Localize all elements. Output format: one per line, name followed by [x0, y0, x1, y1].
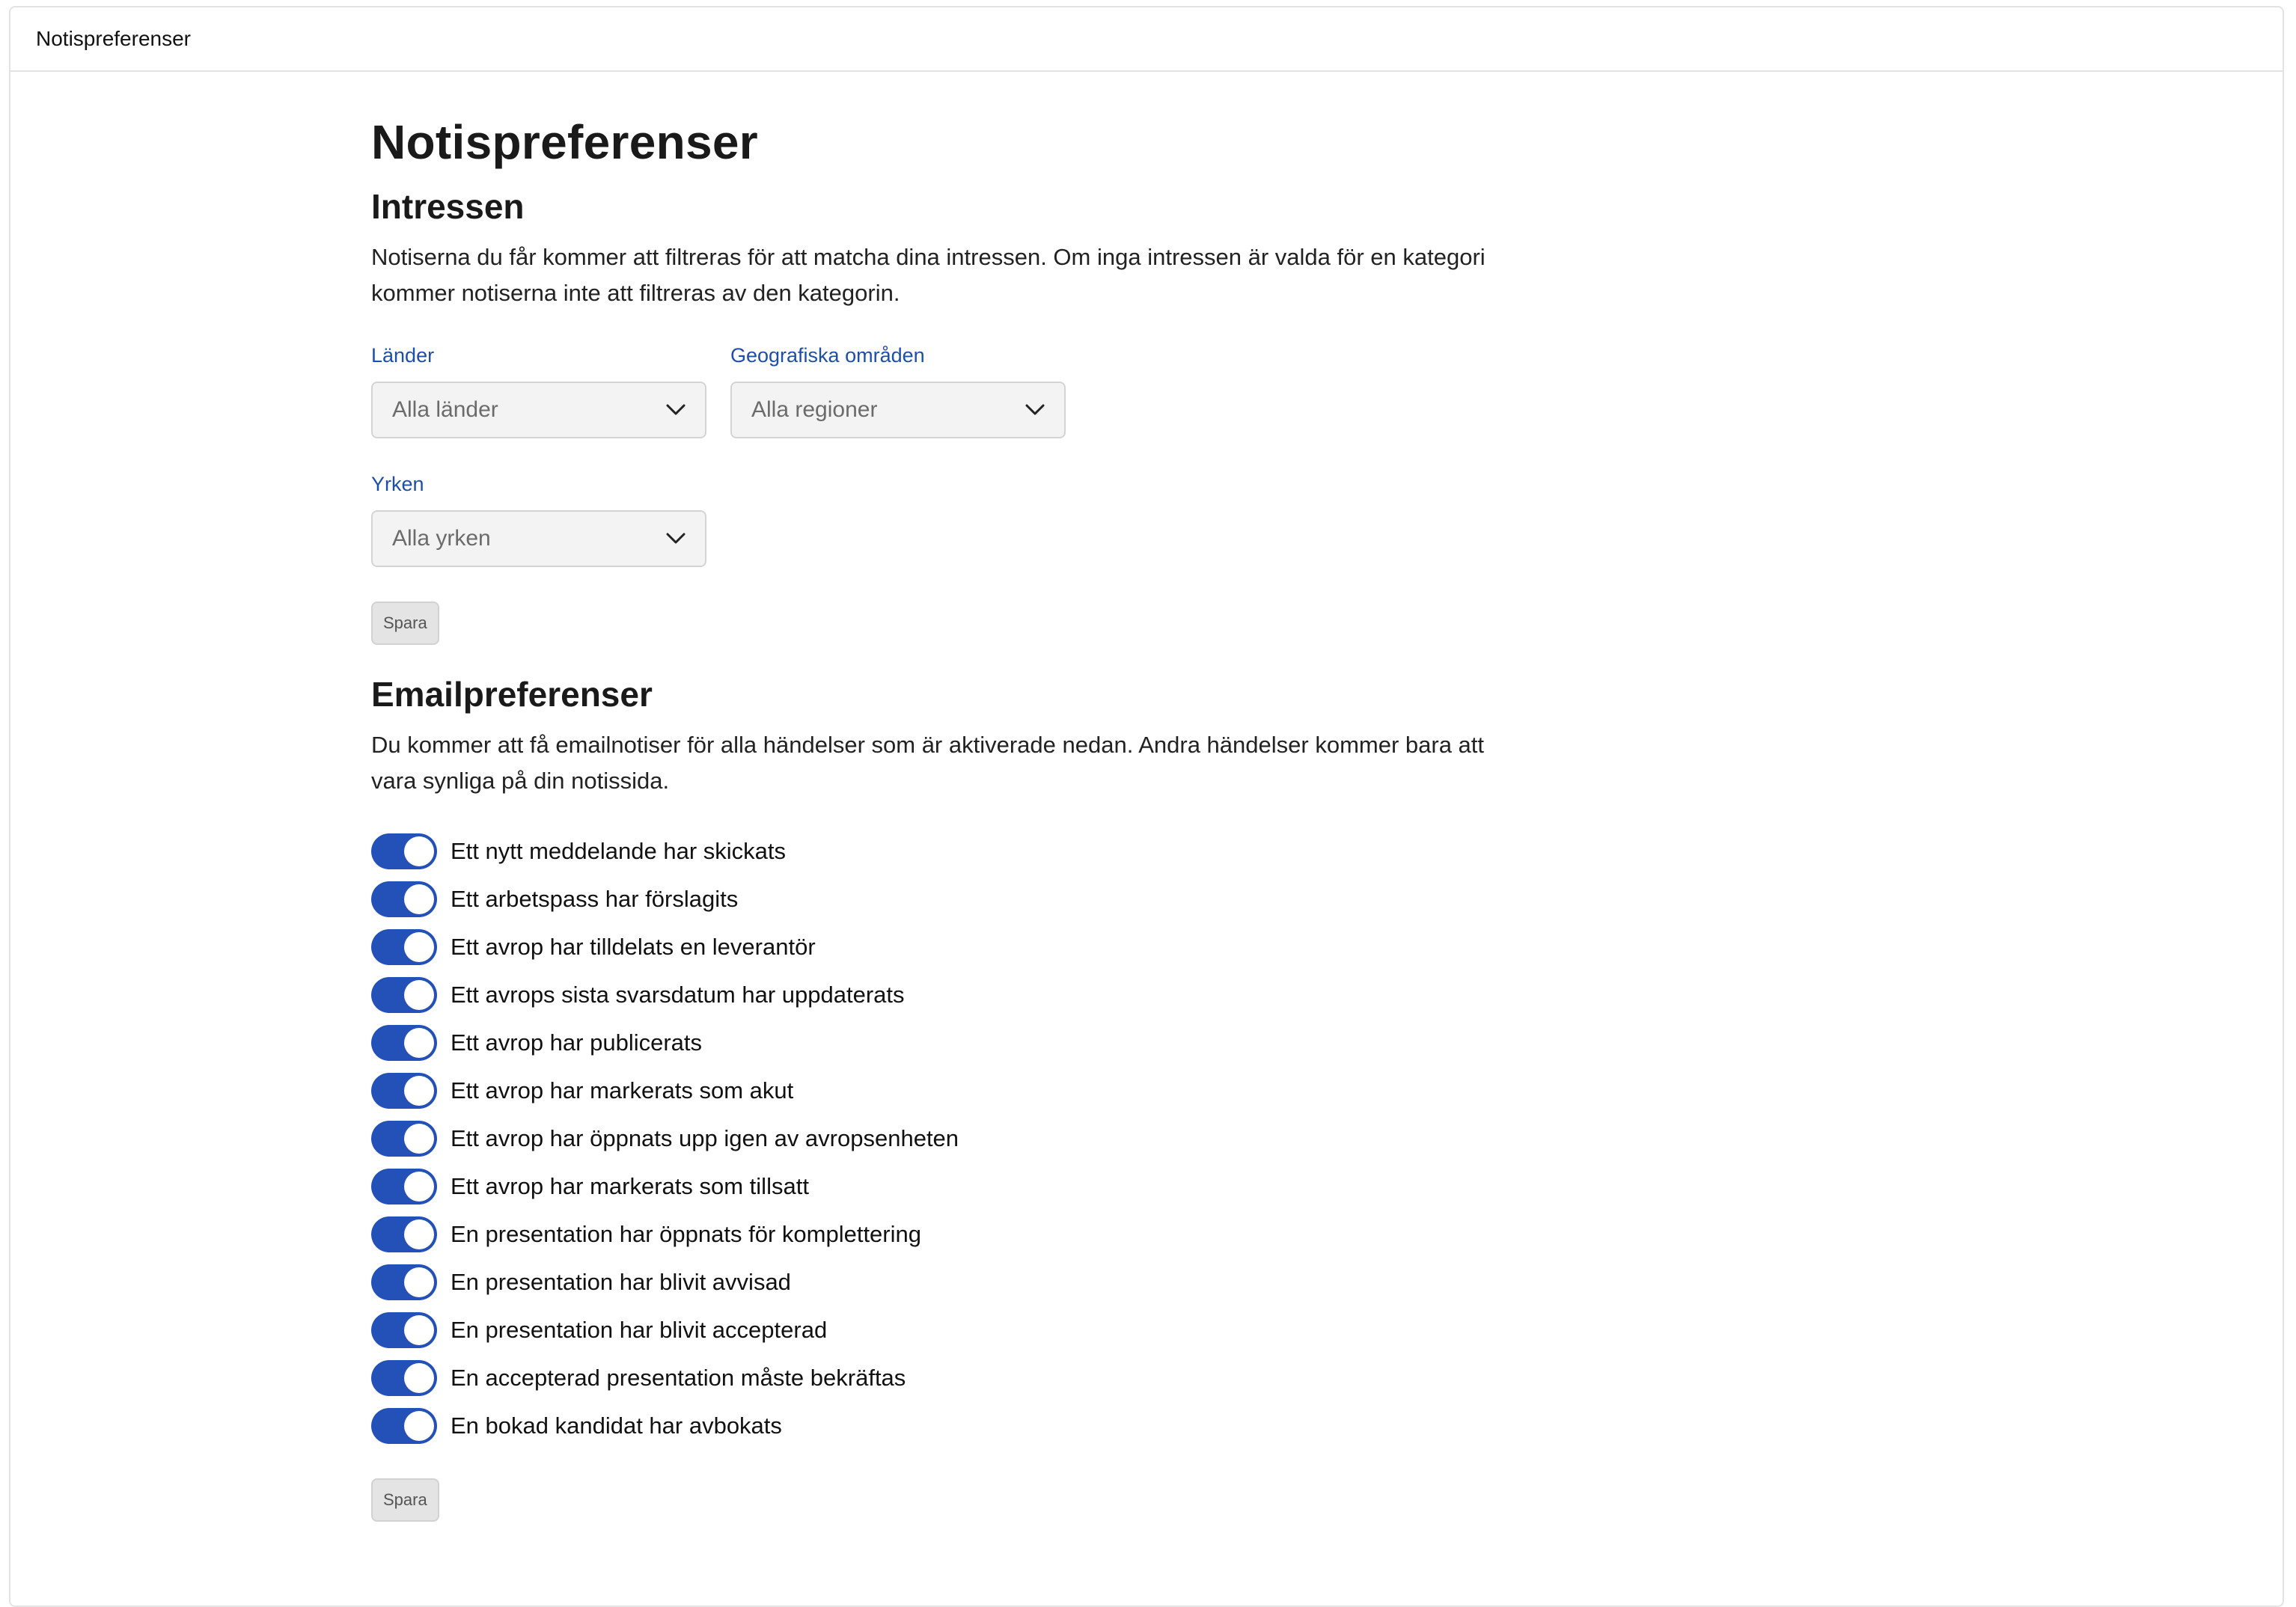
toggle-switch[interactable] — [371, 977, 437, 1013]
toggle-row — [371, 1210, 1509, 1258]
toggle-knob — [404, 1315, 434, 1345]
toggle-row — [371, 875, 1509, 923]
toggle-switch[interactable] — [371, 1216, 437, 1252]
toggle-switch[interactable] — [371, 1264, 437, 1300]
toggle-row — [371, 1115, 1509, 1163]
email-description: Du kommer att få emailnotiser för alla händelser som är aktiverade nedan. Andra händelser kommer bara att vara synliga på din notissida. — [371, 732, 1485, 794]
toggle-label: Ett avrop har tilldelats en leverantör — [451, 934, 816, 960]
regions-field — [730, 341, 1066, 438]
toggle-knob — [404, 1363, 434, 1393]
toggle-label: Ett avrop har markerats som akut — [451, 1077, 794, 1104]
professions-select[interactable] — [371, 510, 706, 567]
toggle-row — [371, 827, 1509, 875]
toggle-row — [371, 971, 1509, 1019]
toggle-switch[interactable] — [371, 1408, 437, 1444]
professions-label: Yrken — [371, 473, 424, 495]
toggle-knob — [404, 1411, 434, 1441]
chevron-down-icon — [666, 529, 686, 548]
countries-field — [371, 341, 706, 438]
toggle-label: En accepterad presentation måste bekräftas — [451, 1365, 906, 1391]
chevron-down-icon — [666, 400, 686, 420]
toggle-knob — [404, 932, 434, 962]
toggle-switch[interactable] — [371, 1169, 437, 1205]
countries-select-value: Alla länder — [392, 397, 498, 422]
toggle-knob — [404, 1028, 434, 1058]
regions-select[interactable] — [730, 382, 1066, 438]
email-heading: Emailpreferenser — [371, 675, 653, 714]
interests-heading: Intressen — [371, 187, 525, 226]
interests-filters-row — [371, 341, 1509, 438]
toggle-row — [371, 1019, 1509, 1067]
app-window — [9, 6, 2284, 1607]
toggle-switch[interactable] — [371, 881, 437, 917]
toggle-label: Ett avrop har publicerats — [451, 1029, 703, 1056]
top-bar-title: Notispreferenser — [36, 27, 191, 50]
toggle-label: Ett avrops sista svarsdatum har uppdaterats — [451, 982, 905, 1008]
toggle-row — [371, 923, 1509, 971]
toggle-label: En presentation har blivit accepterad — [451, 1317, 828, 1343]
toggle-switch[interactable] — [371, 1360, 437, 1396]
countries-select[interactable] — [371, 382, 706, 438]
toggle-knob — [404, 1219, 434, 1249]
toggle-switch[interactable] — [371, 1025, 437, 1061]
toggle-row — [371, 1258, 1509, 1306]
page-title: Notispreferenser — [371, 115, 758, 169]
toggle-row — [371, 1402, 1509, 1450]
interests-section — [371, 183, 1509, 645]
interests-description: Notiserna du får kommer att filtreras för att matcha dina intressen. Om inga intressen är valda för en kategori kommer notiserna inte att filtreras av den kategorin. — [371, 244, 1486, 306]
top-bar — [10, 7, 2283, 72]
toggle-knob — [404, 836, 434, 866]
toggle-label: En presentation har blivit avvisad — [451, 1269, 791, 1295]
toggle-knob — [404, 980, 434, 1010]
toggle-label: En presentation har öppnats för komplettering — [451, 1221, 921, 1247]
professions-select-value: Alla yrken — [392, 526, 491, 551]
countries-label: Länder — [371, 344, 435, 367]
toggle-row — [371, 1306, 1509, 1354]
toggle-knob — [404, 1076, 434, 1106]
interests-filters-row-2 — [371, 470, 1509, 567]
toggle-knob — [404, 1172, 434, 1202]
toggle-row — [371, 1067, 1509, 1115]
toggle-label: Ett nytt meddelande har skickats — [451, 838, 787, 864]
regions-select-value: Alla regioner — [751, 397, 878, 422]
toggle-switch[interactable] — [371, 1312, 437, 1348]
toggle-switch[interactable] — [371, 1121, 437, 1157]
chevron-down-icon — [1025, 400, 1045, 420]
toggle-knob — [404, 1267, 434, 1297]
email-save-button[interactable]: Spara — [371, 1478, 439, 1522]
interests-save-button[interactable]: Spara — [371, 602, 439, 645]
toggle-label: Ett arbetspass har förslagits — [451, 886, 739, 912]
toggle-label: Ett avrop har markerats som tillsatt — [451, 1173, 809, 1199]
toggle-label: En bokad kandidat har avbokats — [451, 1412, 782, 1439]
regions-label: Geografiska områden — [730, 344, 925, 367]
toggle-switch[interactable] — [371, 1073, 437, 1109]
toggle-knob — [404, 884, 434, 914]
main-content — [371, 105, 1509, 1522]
toggle-label: Ett avrop har öppnats upp igen av avropsenheten — [451, 1125, 959, 1151]
professions-field — [371, 470, 706, 567]
email-toggle-list — [371, 827, 1509, 1450]
toggle-knob — [404, 1124, 434, 1154]
toggle-row — [371, 1163, 1509, 1210]
toggle-switch[interactable] — [371, 833, 437, 869]
email-section — [371, 670, 1509, 1522]
toggle-row — [371, 1354, 1509, 1402]
toggle-switch[interactable] — [371, 929, 437, 965]
